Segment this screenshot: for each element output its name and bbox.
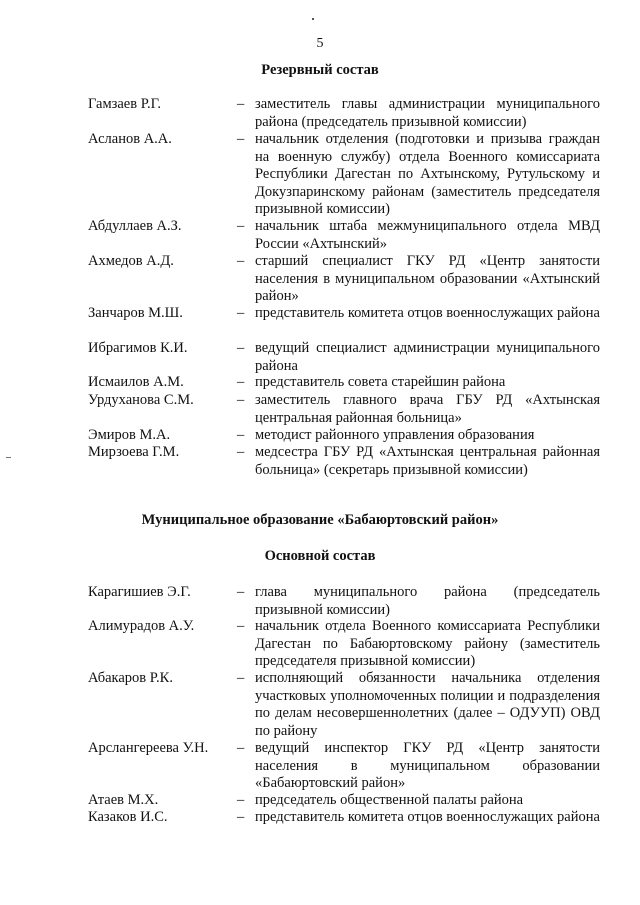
list-item <box>88 305 600 323</box>
list-item <box>88 584 600 619</box>
dash-separator: – <box>237 809 245 825</box>
member-role: начальник штаба межмуниципального отдела МВД России «Ахтынский» <box>255 218 600 252</box>
dash-separator: – <box>237 96 245 112</box>
list-item <box>88 96 600 131</box>
member-role: заместитель главы администрации муниципального района (председатель призывной комиссии) <box>255 96 600 130</box>
scan-speck <box>312 18 314 20</box>
member-name: Гамзаев Р.Г. <box>88 96 161 112</box>
member-role: начальник отделения (подготовки и призыва граждан на военную службу) отдела Военного комиссариата Республики Дагестан по Ахтынскому, Рутульскому и Докузпаринскому районам (заместитель председателя призывной комиссии) <box>255 131 600 217</box>
member-role: начальник отдела Военного комиссариата Республики Дагестан по Бабаюртовскому району (заместитель председателя призывной комиссии) <box>255 618 600 669</box>
member-name: Карагишиев Э.Г. <box>88 584 191 600</box>
member-role: медсестра ГБУ РД «Ахтынская центральная районная больница» (секретарь призывной комиссии) <box>255 444 600 478</box>
member-name: Занчаров М.Ш. <box>88 305 183 321</box>
list-item <box>88 218 600 253</box>
member-role: старший специалист ГКУ РД «Центр занятости населения в муниципальном образовании «Ахтынский район» <box>255 253 600 304</box>
dash-separator: – <box>237 131 245 147</box>
section-heading-main: Основной состав <box>264 548 376 564</box>
dash-separator: – <box>237 670 245 686</box>
dash-separator: – <box>237 740 245 756</box>
list-item <box>88 809 600 827</box>
dash-separator: – <box>237 618 245 634</box>
list-item <box>88 253 600 306</box>
dash-separator: – <box>237 340 245 356</box>
member-role: ведущий специалист администрации муниципального района <box>255 340 600 374</box>
dash-separator: – <box>237 218 245 234</box>
member-name: Абдуллаев А.З. <box>88 218 182 234</box>
section-heading-reserve: Резервный состав <box>261 62 379 78</box>
member-name: Эмиров М.А. <box>88 427 171 443</box>
member-role: председатель общественной палаты района <box>255 792 524 808</box>
member-role: представитель комитета отцов военнослужащих района <box>255 809 600 825</box>
member-name: Атаев М.Х. <box>88 792 159 808</box>
list-item <box>88 427 600 445</box>
member-role: заместитель главного врача ГБУ РД «Ахтынская центральная районная больница» <box>255 392 600 426</box>
section-heading-municipality: Муниципальное образование «Бабаюртовский район» <box>141 512 499 528</box>
list-item <box>88 792 600 810</box>
member-role: глава муниципального района (председатель призывной комиссии) <box>255 584 600 618</box>
list-item <box>88 340 600 375</box>
list-item <box>88 740 600 793</box>
member-name: Мирзоева Г.М. <box>88 444 180 460</box>
member-role: представитель совета старейшин района <box>255 374 506 390</box>
member-name: Асланов А.А. <box>88 131 172 147</box>
scan-margin-mark <box>6 457 11 458</box>
dash-separator: – <box>237 792 245 808</box>
list-item <box>88 670 600 740</box>
list-item <box>88 131 600 219</box>
member-name: Ахмедов А.Д. <box>88 253 174 269</box>
dash-separator: – <box>237 444 245 460</box>
member-name: Урдуханова С.М. <box>88 392 194 408</box>
member-name: Алимурадов А.У. <box>88 618 195 634</box>
member-role: исполняющий обязанности начальника отделения участковых уполномоченных полиции и подразделения по делам несовершеннолетних (далее – ОДУУП) ОВД по району <box>255 670 600 739</box>
dash-separator: – <box>237 253 245 269</box>
member-name: Казаков И.С. <box>88 809 168 825</box>
dash-separator: – <box>237 584 245 600</box>
list-item <box>88 444 600 479</box>
page-number: 5 <box>316 36 324 51</box>
member-role: ведущий инспектор ГКУ РД «Центр занятости населения в муниципальном образовании «Бабаюртовский район» <box>255 740 600 791</box>
dash-separator: – <box>237 392 245 408</box>
dash-separator: – <box>237 427 245 443</box>
member-name: Ибрагимов К.И. <box>88 340 188 356</box>
member-name: Исмаилов А.М. <box>88 374 184 390</box>
member-name: Арслангереева У.Н. <box>88 740 209 756</box>
list-item <box>88 392 600 427</box>
member-name: Абакаров Р.К. <box>88 670 173 686</box>
list-item <box>88 618 600 671</box>
list-item <box>88 374 600 392</box>
member-role: методист районного управления образования <box>255 427 535 443</box>
member-role: представитель комитета отцов военнослужащих района <box>255 305 600 321</box>
dash-separator: – <box>237 374 245 390</box>
dash-separator: – <box>237 305 245 321</box>
